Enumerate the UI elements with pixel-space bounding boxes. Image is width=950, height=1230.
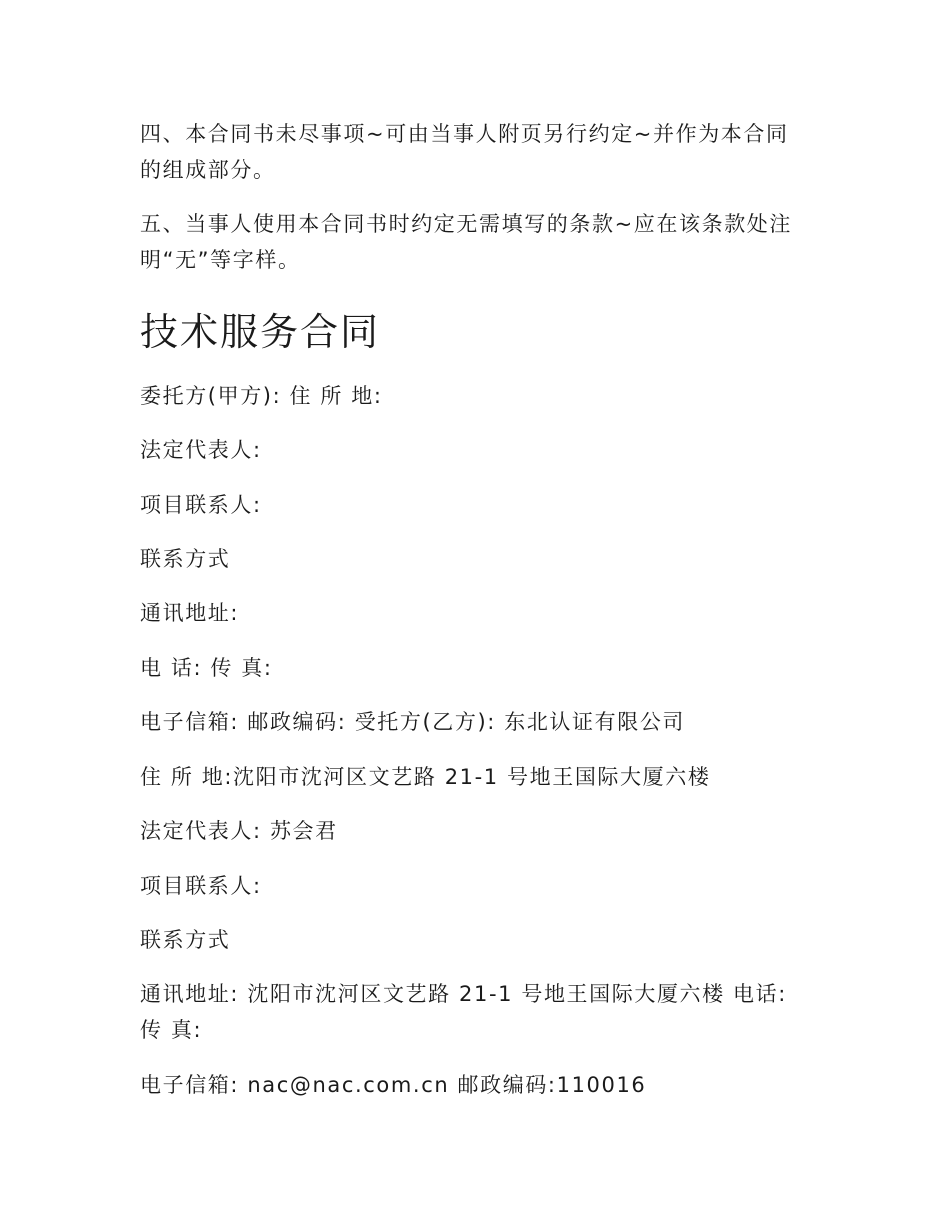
note-paragraph-5: 五、当事人使用本合同书时约定无需填写的条款~应在该条款处注明“无”等字样。 — [140, 212, 792, 272]
party-a-phone-fax: 电 话: 传 真: — [140, 656, 273, 680]
party-b-address-phone: 通讯地址: 沈阳市沈河区文艺路 21-1 号地王国际大厦六楼 电话: 传 真: — [140, 982, 787, 1042]
note-paragraph-4: 四、本合同书未尽事项~可由当事人附页另行约定~并作为本合同的组成部分。 — [140, 122, 789, 182]
party-a-contact-person: 项目联系人: — [140, 493, 262, 517]
party-b-legal-rep: 法定代表人: 苏会君 — [140, 819, 338, 843]
party-b-header-line: 电子信箱: 邮政编码: 受托方(乙方): 东北认证有限公司 — [140, 710, 686, 734]
party-b-contact-person: 项目联系人: — [140, 874, 262, 898]
party-b-contact-method: 联系方式 — [140, 928, 231, 952]
party-a-contact-method: 联系方式 — [140, 547, 231, 571]
party-a-line: 委托方(甲方): 住 所 地: — [140, 384, 383, 408]
party-a-legal-rep: 法定代表人: — [140, 438, 262, 462]
party-b-residence: 住 所 地:沈阳市沈河区文艺路 21-1 号地王国际大厦六楼 — [140, 765, 711, 789]
party-b-email-postcode: 电子信箱: nac@nac.com.cn 邮政编码:110016 — [140, 1073, 647, 1097]
contract-title: 技术服务合同 — [140, 310, 381, 354]
party-a-address: 通讯地址: — [140, 601, 240, 625]
